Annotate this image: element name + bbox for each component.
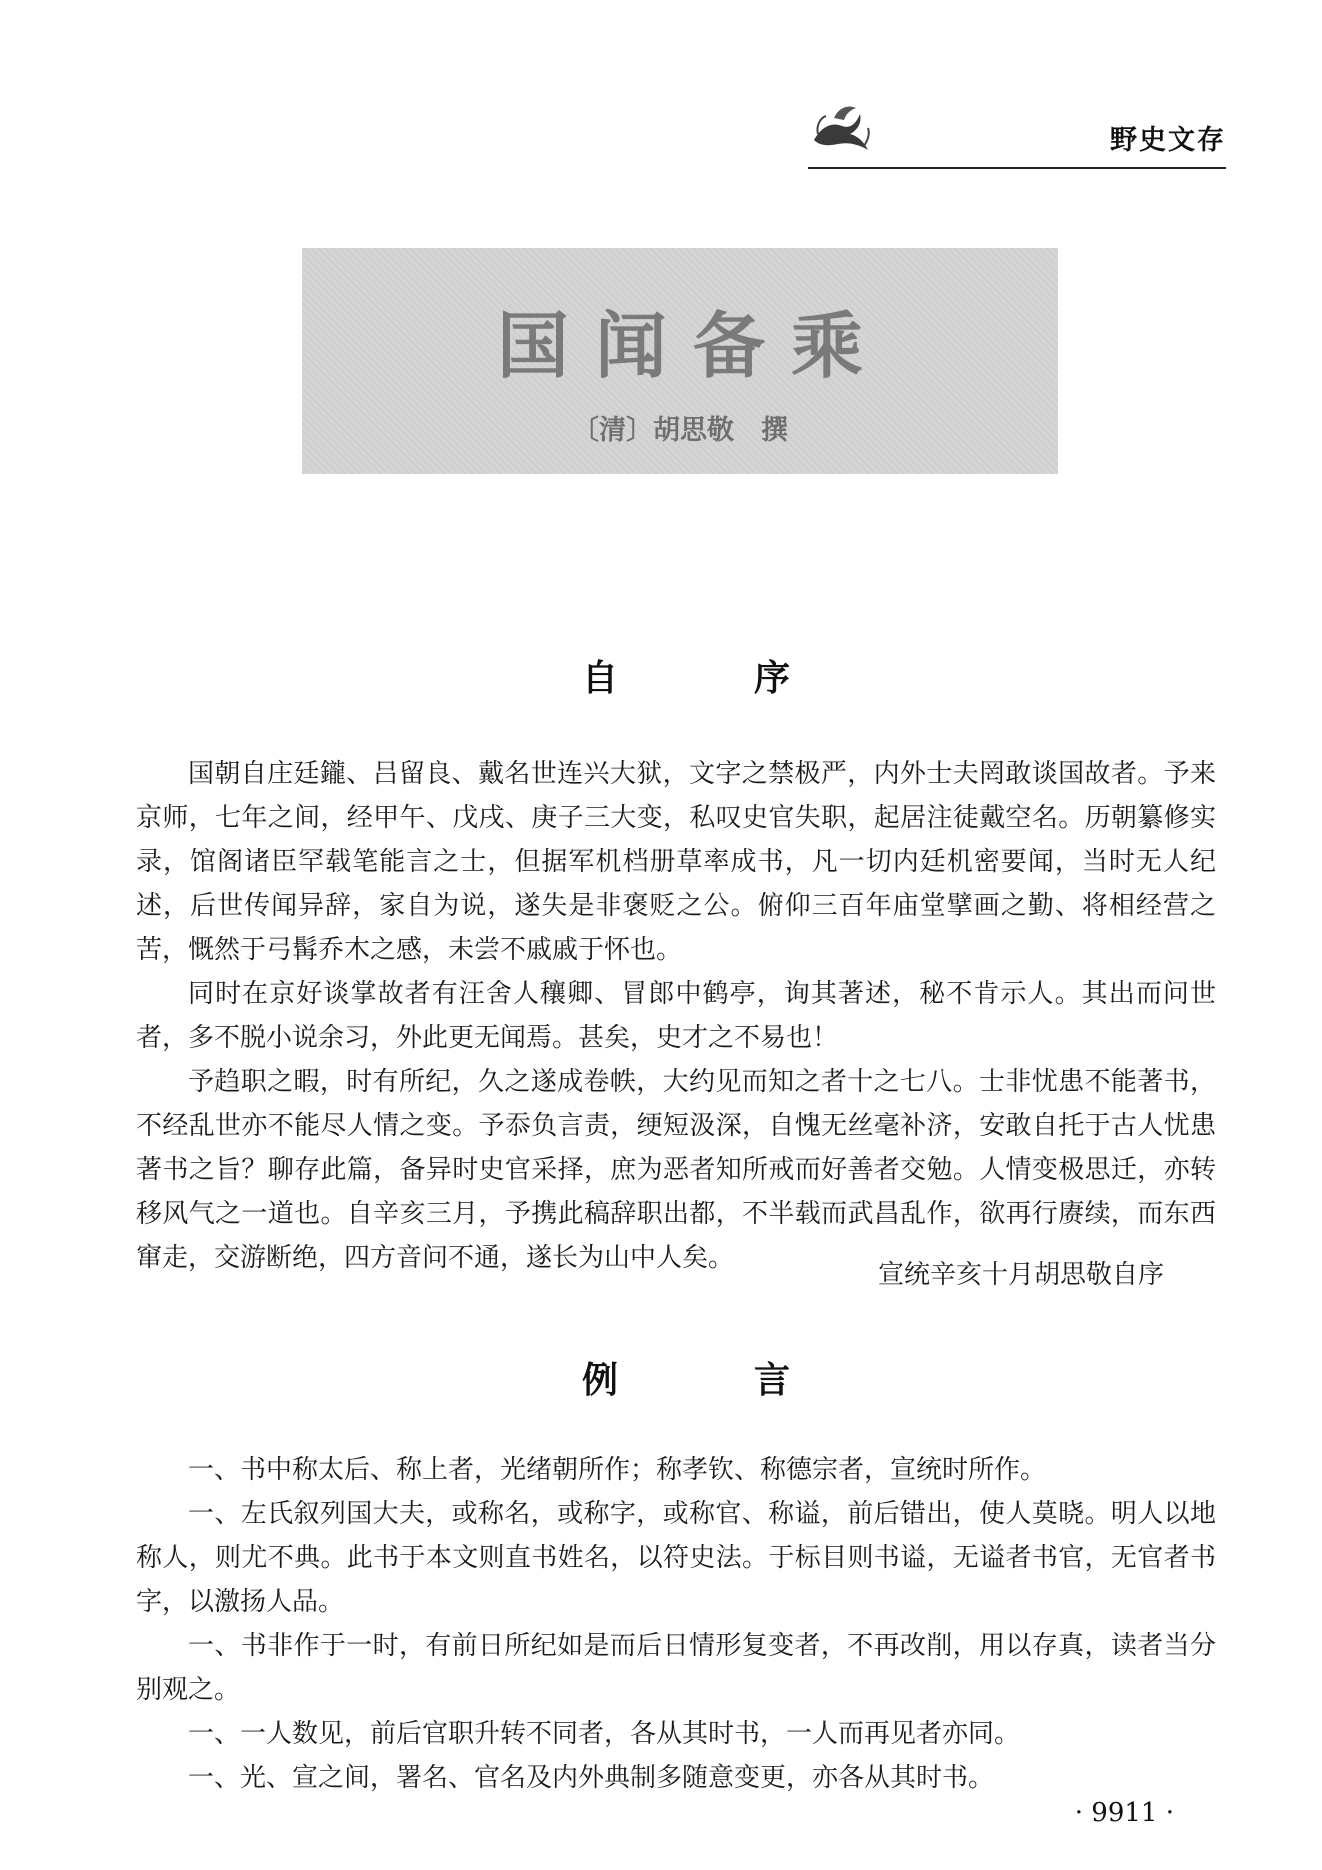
notes-item: 一、书中称太后、称上者，光绪朝所作；称孝钦、称德宗者，宣统时所作。 <box>188 1455 1047 1485</box>
notes-item: 一、光、宣之间，署名、官名及内外典制多随意变更，亦各从其时书。 <box>188 1763 995 1793</box>
page-number: · 9911 · <box>1074 1798 1174 1828</box>
notes-item: 一、左氏叙列国大夫，或称名，或称字，或称官、称谥，前后错出，使人莫晓。明人以地称人，则尤不典。此书于本文则直书姓名，以符史法。于标目则书谥，无谥者书官，无官者书字，以激扬人品。 <box>136 1499 1216 1617</box>
series-title: 野史文存 <box>1110 125 1226 156</box>
preface-paragraph: 同时在京好谈掌故者有汪舍人穰卿、冒郎中鹤亭，询其著述，秘不肯示人。其出而问世者，多不脱小说余习，外此更无闻焉。甚矣，史才之不易也！ <box>136 979 1216 1053</box>
preface-heading: 自 序 <box>581 658 840 699</box>
preface-paragraph: 国朝自庄廷鑨、吕留良、戴名世连兴大狱，文字之禁极严，内外士夫罔敢谈国故者。予来京师，七年之间，经甲午、戊戌、庚子三大变，私叹史官失职，起居注徒戴空名。历朝纂修实录，馆阁诸臣罕载笔能言之士，但据军机档册草率成书，凡一切内廷机密要闻，当时无人纪述，后世传闻异辞，家自为说，遂失是非褒贬之公。俯仰三百年庙堂擘画之勤、将相经营之苦，慨然于弓髯乔木之感，未尝不戚戚于怀也。 <box>136 759 1216 965</box>
notes-body <box>136 1448 1216 1800</box>
notes-heading: 例 言 <box>581 1360 840 1401</box>
notes-item: 一、书非作于一时，有前日所纪如是而后日情形复变者，不再改削，用以存真，读者当分别观之。 <box>136 1631 1216 1705</box>
book-title: 国闻备乘 <box>496 303 889 388</box>
title-banner <box>302 248 1058 474</box>
preface-signature: 宣统辛亥十月胡思敬自序 <box>877 1260 1164 1290</box>
header-rule <box>808 167 1226 169</box>
notes-item: 一、一人数见，前后官职升转不同者，各从其时书，一人而再见者亦同。 <box>188 1719 1021 1749</box>
book-author: 〔清〕胡思敬 撰 <box>572 415 788 446</box>
dragon-emblem-icon <box>808 96 874 158</box>
preface-paragraph: 予趋职之暇，时有所纪，久之遂成卷帙，大约见而知之者十之七八。士非忧患不能著书，不经乱世亦不能尽人情之变。予忝负言责，绠短汲深，自愧无丝毫补济，安敢自托于古人忧患著书之旨？聊存此篇，备异时史官采择，庶为恶者知所戒而好善者交勉。人情变极思迁，亦转移风气之一道也。自辛亥三月，予携此稿辞职出都，不半载而武昌乱作，欲再行赓续，而东西窜走，交游断绝，四方音问不通，遂长为山中人矣。 <box>136 1067 1216 1273</box>
preface-body <box>136 752 1216 1280</box>
